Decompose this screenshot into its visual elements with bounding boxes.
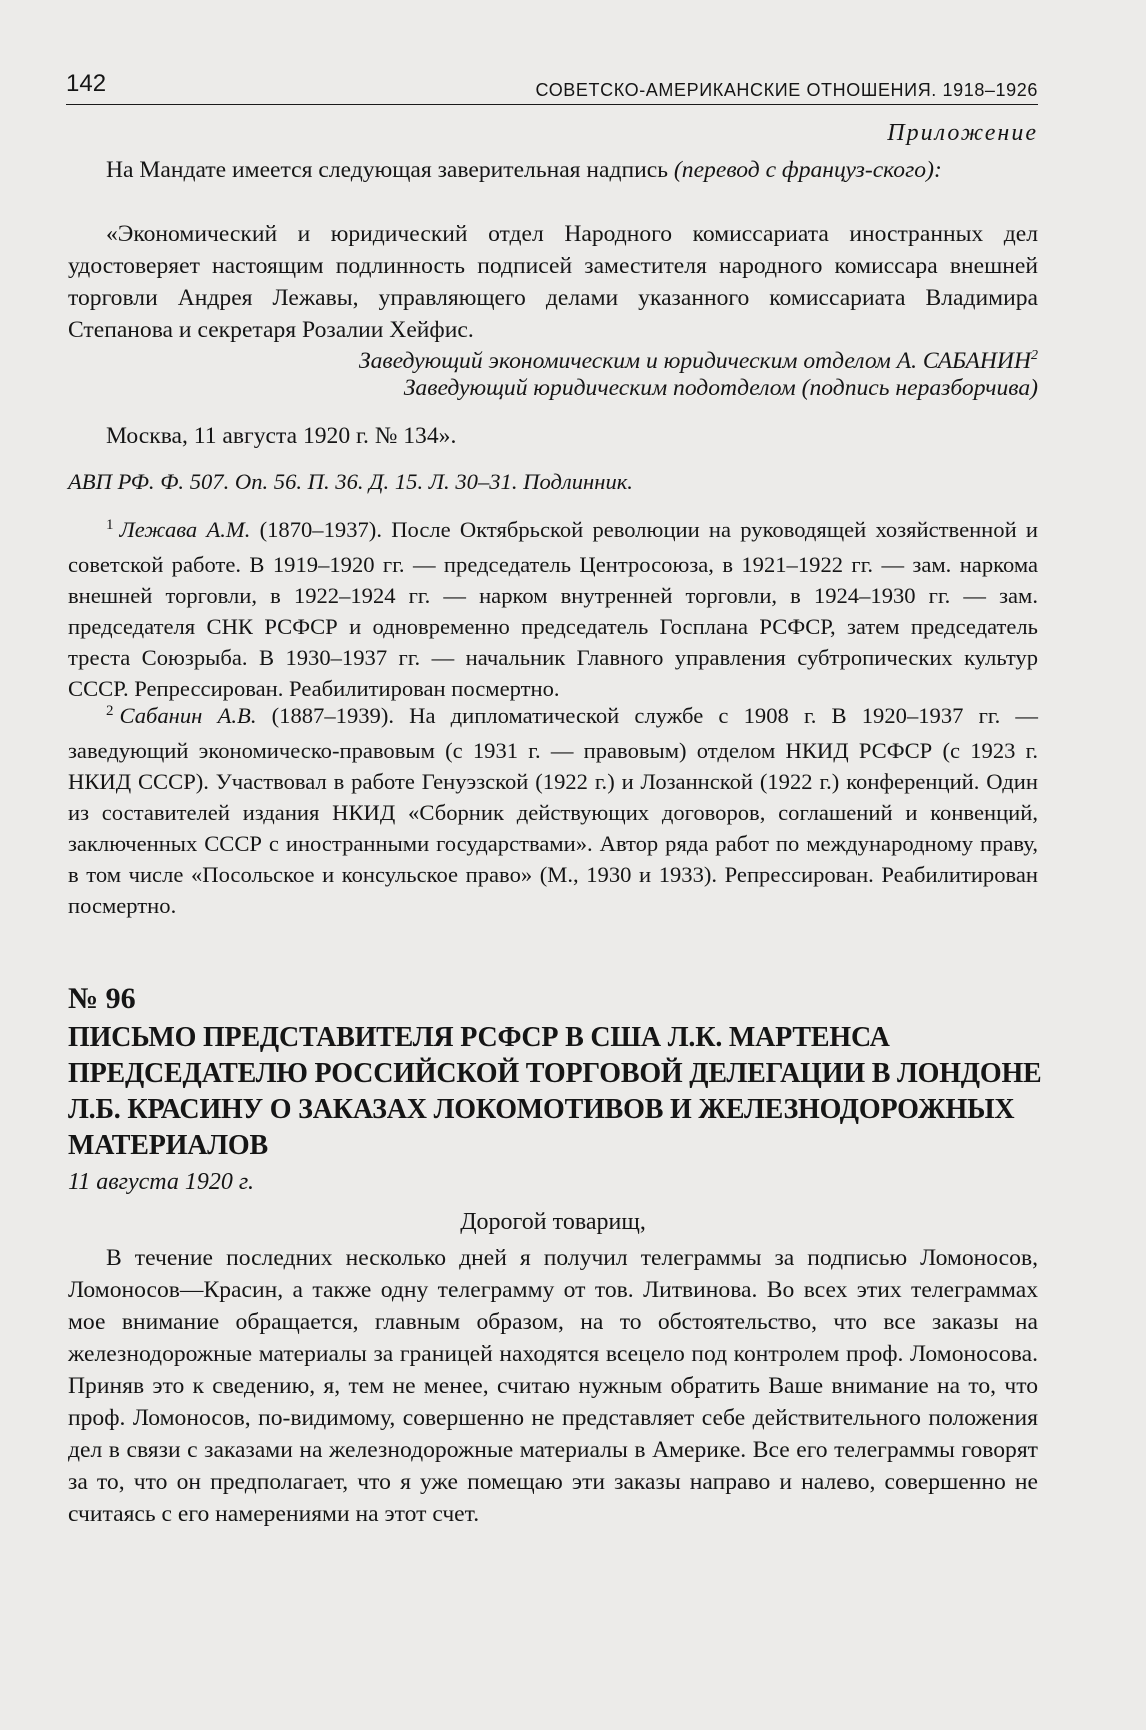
footnote-1-text: (1870–1937). После Октябрьской революции на руководящей хозяйственной и советской работе. В 1919–1920 гг. — председатель Центросоюза, в 1921–1922 гг. — зам. наркома внешней торговли, в 1922–1924 гг. — нарком внутренней торговли, в 1924–1930 гг. — зам. председателя СНК РСФСР и одновременно председатель Госплана РСФСР, затем председатель треста Союзрыба. В 1930–1937 гг. — начальник Главного управления субтропических культур СССР. Репрессирован. Реабилитирован посмертно. bbox=[68, 517, 1038, 701]
appendix-label: Приложение bbox=[887, 120, 1038, 146]
page-header bbox=[66, 70, 1038, 105]
footnote-1-name: Лежава А.М. bbox=[119, 517, 251, 542]
footnote-1-number: 1 bbox=[106, 517, 114, 533]
appendix-signature-2: Заведующий юридическим подотделом (подпись неразборчива) bbox=[403, 375, 1038, 401]
footnote-2 bbox=[68, 700, 1038, 921]
footnote-2-text: (1887–1939). На дипломатической службе с 1908 г. В 1920–1937 гг. — заведующий экономическо-правовым (с 1931 г. — правовым) отделом НКИД РСФСР (с 1923 г. НКИД СССР). Участвовал в работе Генуэзской (1922 г.) и Лозаннской (1922 г.) конференций. Один из составителей издания НКИД «Сборник действующих договоров, соглашений и конвенций, заключенных СССР с иностранными государствами». Автор ряда работ по международному праву, в том числе «Посольское и консульское право» (М., 1930 и 1933). Репрессирован. Реабилитирован посмертно. bbox=[68, 703, 1038, 918]
signature-1-text: Заведующий экономическим и юридическим отделом А. САБАНИН bbox=[358, 347, 1031, 374]
document-title: ПИСЬМО ПРЕДСТАВИТЕЛЯ РСФСР В США Л.К. МАРТЕНСА ПРЕДСЕДАТЕЛЮ РОССИЙСКОЙ ТОРГОВОЙ ДЕЛЕГАЦИИ В ЛОНДОНЕ Л.Б. КРАСИНУ О ЗАКАЗАХ ЛОКОМОТИВОВ И ЖЕЛЕЗНОДОРОЖНЫХ МАТЕРИАЛОВ bbox=[68, 1022, 1042, 1161]
appendix-intro-note: (перевод с француз-ского): bbox=[673, 157, 942, 183]
appendix-place-date: Москва, 11 августа 1920 г. № 134». bbox=[106, 423, 457, 449]
footnote-2-number: 2 bbox=[106, 703, 114, 719]
appendix-intro bbox=[68, 154, 1038, 186]
appendix-intro-text: На Мандате имеется следующая заверительная надпись bbox=[106, 157, 674, 183]
document-date: 11 августа 1920 г. bbox=[68, 1169, 254, 1195]
document-number: № 96 bbox=[68, 982, 136, 1015]
page-number: 142 bbox=[66, 70, 107, 97]
archive-reference: АВП РФ. Ф. 507. Оп. 56. П. 36. Д. 15. Л. 30–31. Подлинник. bbox=[68, 469, 633, 494]
footnote-1 bbox=[68, 514, 1038, 704]
appendix-text: «Экономический и юридический отдел Народного комиссариата иностранных дел удостоверяет настоящим подлинность подписей заместителя народного комиссара внешней торговли Андрея Лежавы, управляющего делами указанного комиссариата Владимира Степанова и секретаря Розалии Хейфис. bbox=[68, 221, 1038, 343]
footnote-2-name: Сабанин А.В. bbox=[119, 703, 257, 728]
letter-body: В течение последних несколько дней я получил телеграммы за подписью Ломоносов, Ломоносов—Красин, а также одну телеграмму от тов. Литвинова. Во всех этих телеграммах мое внимание обращается, главным образом, на то обстоятельство, что все заказы на железнодорожные материалы за границей находятся всецело под контролем проф. Ломоносова. Приняв это к сведению, я, тем не менее, считаю нужным обратить Ваше внимание на то, что проф. Ломоносов, по-видимому, совершенно не представляет себе действительного положения дел в связи с заказами на железнодорожные материалы в Америке. Все его телеграммы говорят за то, что он предполагает, что я уже помещаю эти заказы направо и налево, совершенно не считаясь с его намерениями на этот счет. bbox=[68, 1245, 1038, 1527]
salutation: Дорогой товарищ, bbox=[460, 1209, 646, 1235]
running-title: СОВЕТСКО-АМЕРИКАНСКИЕ ОТНОШЕНИЯ. 1918–1926 bbox=[535, 80, 1038, 100]
signature-1-footnote-ref: 2 bbox=[1031, 348, 1038, 363]
